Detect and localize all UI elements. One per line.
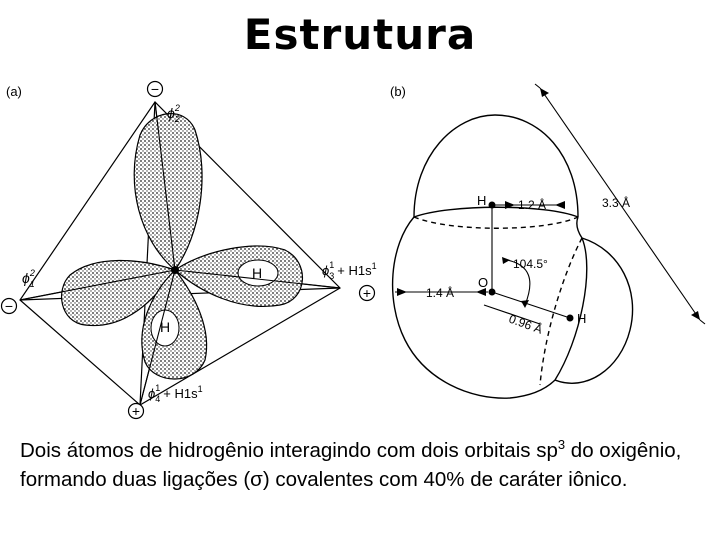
h-top-label: H xyxy=(477,193,487,208)
o-atom xyxy=(489,289,496,296)
orbital-lobes xyxy=(62,114,303,379)
orbital-diagram xyxy=(0,70,720,430)
h-right-label: H xyxy=(577,311,587,326)
plus-right xyxy=(360,285,375,301)
d-hh-label: 1.2 Å xyxy=(518,198,547,212)
d-total-label: 3.3 Å xyxy=(602,196,631,210)
svg-text:−: − xyxy=(4,298,14,314)
svg-text:+: + xyxy=(131,403,141,419)
svg-text:+: + xyxy=(362,285,372,301)
angle-label: 104.5° xyxy=(513,257,548,271)
h-atom-right xyxy=(567,315,574,322)
panel-b-label: (b) xyxy=(390,84,406,99)
h-atom-top xyxy=(489,202,496,209)
oxygen-nucleus xyxy=(171,266,179,274)
panel-b xyxy=(390,84,705,398)
label-phi3: $\phi_31 + H1s^1$ xyxy=(322,260,377,281)
h-label-right: H xyxy=(252,265,263,281)
label-phi1: $\phi_12$ xyxy=(22,268,35,289)
oh-bond-right xyxy=(492,292,570,318)
slide-title: Estrutura xyxy=(243,10,477,59)
label-phi2: $\phi_22$ xyxy=(167,103,180,124)
minus-top xyxy=(148,81,163,97)
plus-bottom xyxy=(129,403,144,419)
o-label: O xyxy=(478,275,489,290)
panel-a xyxy=(2,81,377,419)
d-oh-label: 0.96 Å xyxy=(506,311,545,337)
panel-a-label: (a) xyxy=(6,84,22,99)
svg-text:−: − xyxy=(150,81,160,97)
h-label-bottom: H xyxy=(160,319,171,335)
caption: Dois átomos de hidrogênio interagindo com dois orbitais $sp^3$ do oxigênio, formando duas ligações (σ) covalentes com 40% de caráter iônico. xyxy=(20,437,682,491)
label-phi4: $\phi_41 + H1s^1$ xyxy=(148,383,203,404)
minus-left xyxy=(2,298,17,314)
d-oxygen-label: 1.4 Å xyxy=(426,286,455,300)
lobe-phi2-up xyxy=(134,114,202,270)
